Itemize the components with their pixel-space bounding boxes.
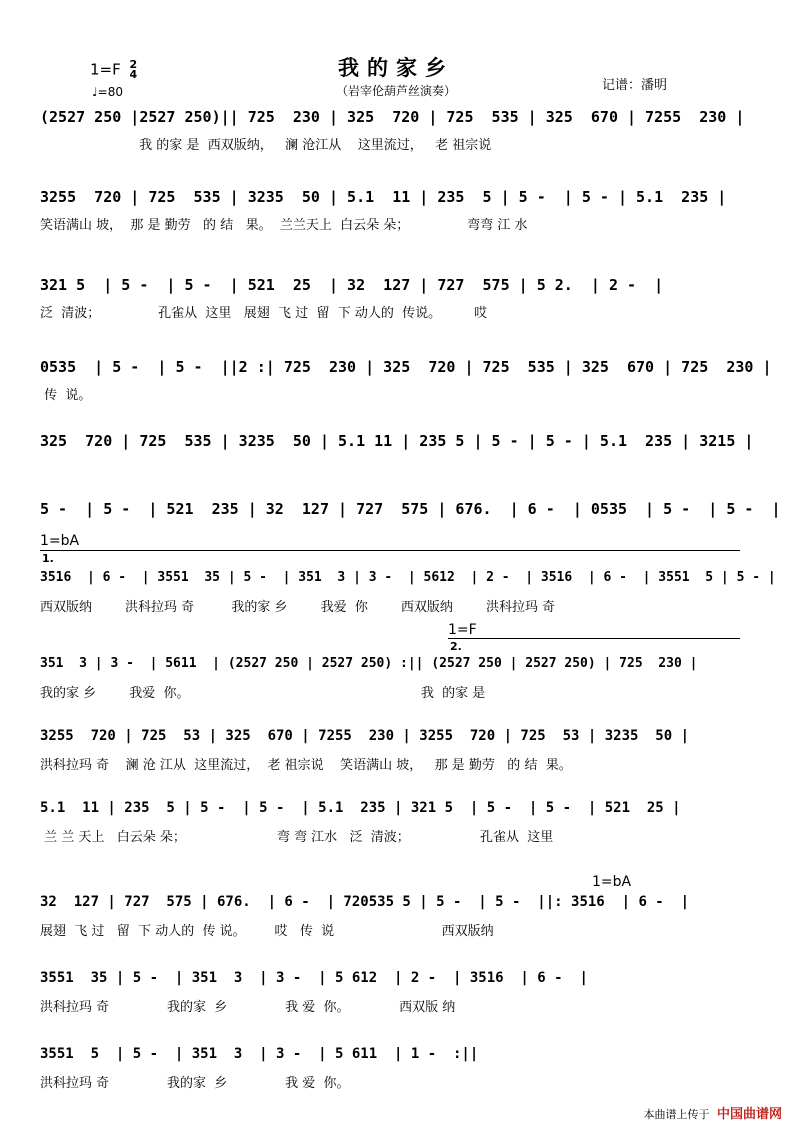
time-denominator: 4 [129,68,138,81]
volta-second: 2. [450,640,462,653]
volta-bracket [40,550,740,551]
score-line-4 [0,358,792,403]
notation-row: 325 720 | 725 535 | 3235 50 | 5.1 11 | 235 5 | 5 - | 5 - | 5.1 235 | 3215 | [40,432,754,450]
notation-row: 3255 720 | 725 535 | 3235 50 | 5.1 11 | 235 5 | 5 - | 5 - | 5.1 235 | [40,188,727,206]
key-change-label: 1=bA [592,874,632,890]
notation-row: 3255 720 | 725 53 | 325 670 | 7255 230 | 3255 720 | 725 53 | 3235 50 | [40,728,690,744]
lyrics-row: 洪科拉玛 奇 澜 沧 江从 这里流过， 老 祖宗说 笑语满山 坡， 那 是 勤劳 的 结 果。 [40,758,572,773]
notation-row: 321 5 | 5 - | 5 - | 521 25 | 32 127 | 727 575 | 5 2. | 2 - | [40,276,664,294]
score-line-8 [0,656,792,701]
lyrics-row: 笑语满山 坡， 那 是 勤劳 的 结 果。 兰兰天上 白云朵 朵； 弯弯 江 水 [40,218,528,233]
score-line-13 [0,1046,792,1091]
score-line-3 [0,276,792,321]
score-line-5 [0,432,792,472]
key-change-label: 1=F [448,622,477,638]
volta-first: 1. [42,552,54,565]
site-logo[interactable]: 中国曲谱网 [716,1107,782,1122]
notation-row: 0535 | 5 - | 5 - ||2 :| 725 230 | 325 720 | 725 535 | 325 670 | 725 230 | [40,358,772,376]
transcriber-credit: 记谱：潘明 [602,78,668,93]
score-line-12 [0,970,792,1015]
notation-row: (2527 250 |2527 250)|| 725 230 | 325 720 | 725 535 | 325 670 | 7255 230 | [40,108,745,126]
score-line-7 [0,570,792,615]
score-line-9 [0,728,792,773]
notation-row: 3551 5 | 5 - | 351 3 | 3 - | 5 611 | 1 - :|| [40,1046,479,1062]
lyrics-row: 我 的家 是 西双版纳， 澜 沧江从 这里流过， 老 祖宗说 [40,138,492,153]
notation-row: 32 127 | 727 575 | 676. | 6 - | 720535 5 | 5 - | 5 - ||: 3516 | 6 - | [40,894,690,910]
lyrics-row: 传 说。 [40,388,92,403]
song-subtitle: （岩宰伦葫芦丝演奏） [335,84,456,98]
lyrics-row: 我的家 乡 我爱 你。 我 的家 是 [40,686,486,701]
time-numerator: 2 [129,58,138,71]
lyrics-row: 泛 清波； 孔雀从 这里 展翅 飞 过 留 下 动人的 传说。 哎 [40,306,488,321]
upload-credit-text: 本曲谱上传于 [643,1108,710,1121]
notation-row: 351 3 | 3 - | 5611 | (2527 250 | 2527 250) :|| (2527 250 | 2527 250) | 725 230 | [40,656,698,671]
score-line-2 [0,188,792,233]
lyrics-row: 兰 兰 天上 白云朵 朵； 弯 弯 江水 泛 清波； 孔雀从 这里 [40,830,554,845]
score-line-1 [0,108,792,153]
lyrics-row: 展翅 飞 过 留 下 动人的 传 说。 哎 传 说 西双版纳 [40,924,494,939]
tempo-marking: ♩=80 [92,85,123,99]
score-line-6 [0,500,792,540]
notation-row: 5 - | 5 - | 521 235 | 32 127 | 727 575 | 676. | 6 - | 0535 | 5 - | 5 - | [40,500,781,518]
volta-bracket [448,638,740,639]
notation-row: 3516 | 6 - | 3551 35 | 5 - | 351 3 | 3 - | 5612 | 2 - | 3516 | 6 - | 3551 5 | 5 - | [40,570,776,585]
score-line-10 [0,800,792,845]
key-change-label: 1=bA [40,533,80,549]
lyrics-row: 西双版纳 洪科拉玛 奇 我的家 乡 我爱 你 西双版纳 洪科拉玛 奇 [40,600,556,615]
upload-credit [643,1103,782,1122]
notation-row: 5.1 11 | 235 5 | 5 - | 5 - | 5.1 235 | 321 5 | 5 - | 5 - | 521 25 | [40,800,681,816]
score-line-11 [0,894,792,939]
key-label: 1=F [90,60,121,79]
notation-row: 3551 35 | 5 - | 351 3 | 3 - | 5 612 | 2 - | 3516 | 6 - | [40,970,588,986]
song-title: 我的家乡 [338,55,454,80]
lyrics-row: 洪科拉玛 奇 我的家 乡 我 爱 你。 西双版 纳 [40,1000,456,1015]
lyrics-row: 洪科拉玛 奇 我的家 乡 我 爱 你。 [40,1076,350,1091]
